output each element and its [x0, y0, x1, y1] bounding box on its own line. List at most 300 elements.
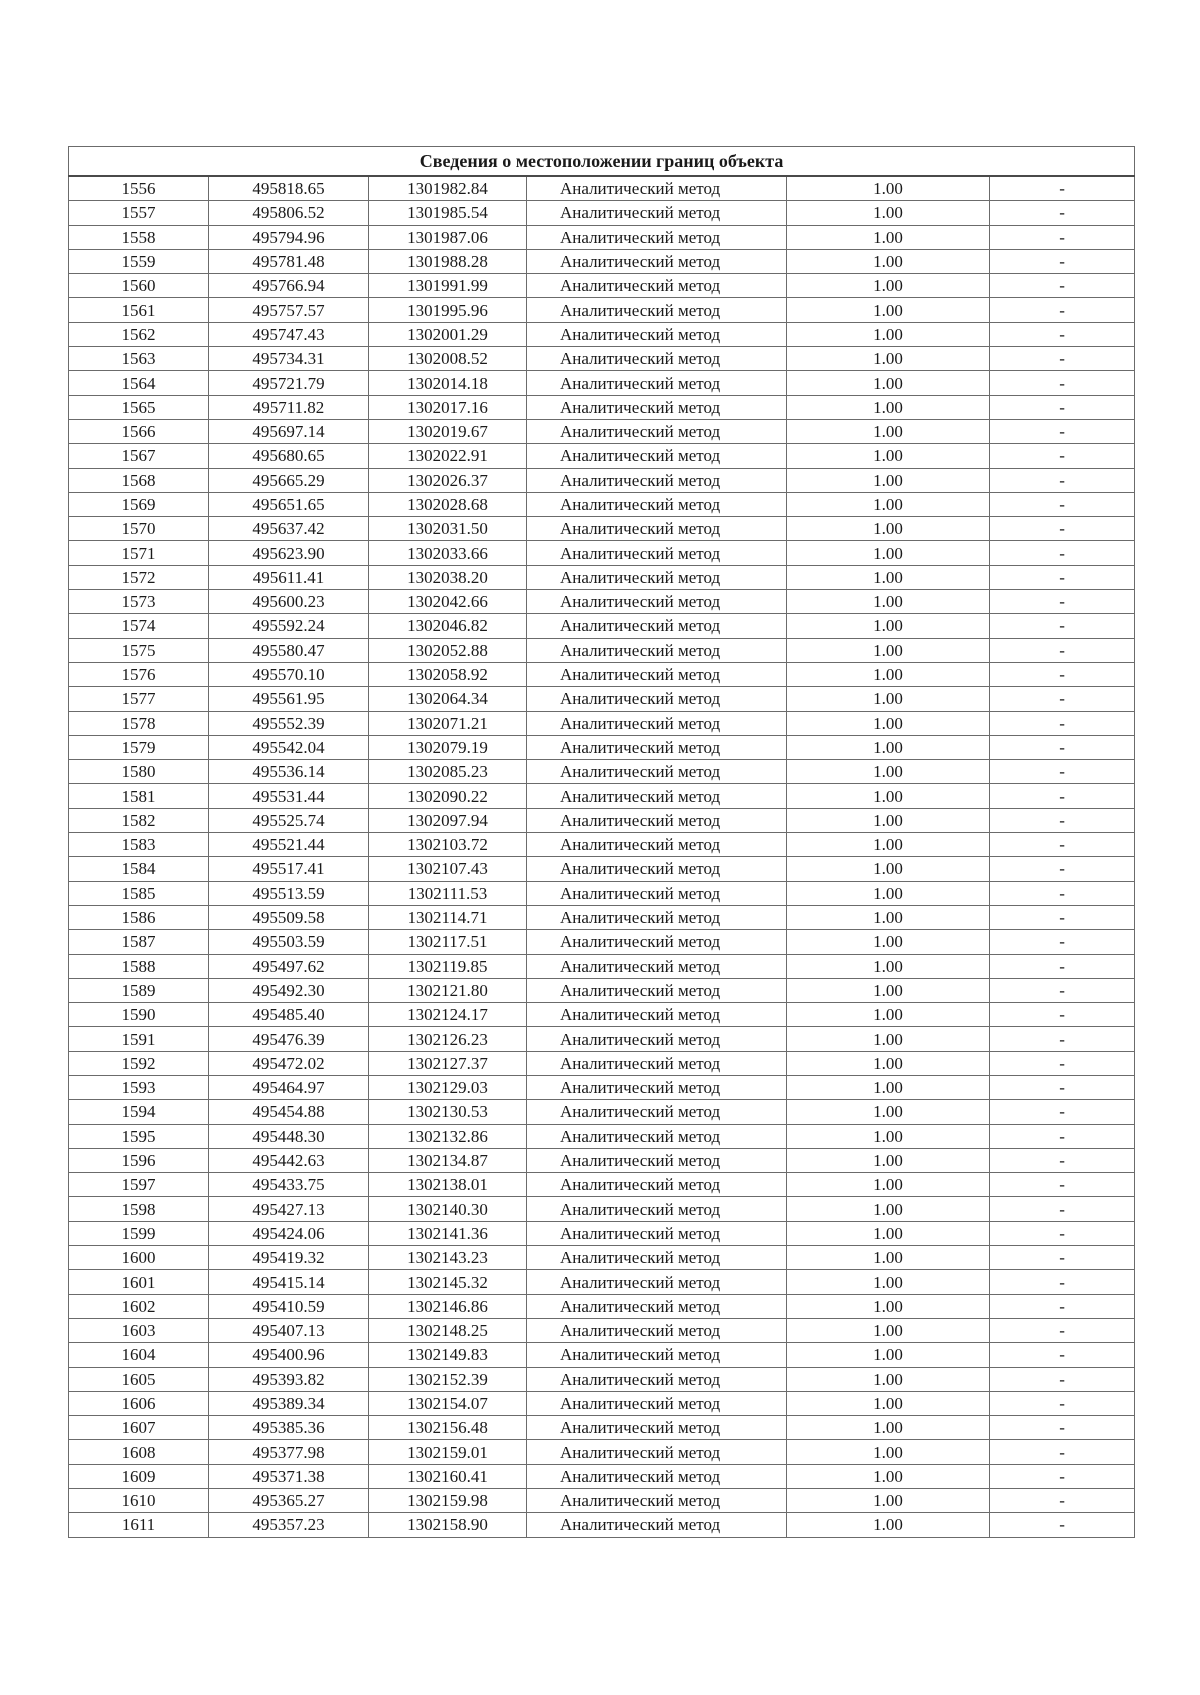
point-number-cell: 1604 — [69, 1343, 209, 1367]
y-coordinate-cell: 1302121.80 — [369, 978, 527, 1002]
x-coordinate-cell: 495711.82 — [209, 395, 369, 419]
method-cell: Аналитический метод — [527, 517, 787, 541]
accuracy-cell: 1.00 — [787, 1075, 990, 1099]
description-cell: - — [990, 857, 1135, 881]
y-coordinate-cell: 1301987.06 — [369, 225, 527, 249]
method-cell: Аналитический метод — [527, 1513, 787, 1537]
accuracy-cell: 1.00 — [787, 662, 990, 686]
table-row — [69, 1173, 1135, 1197]
point-number-cell: 1559 — [69, 249, 209, 273]
x-coordinate-cell: 495389.34 — [209, 1391, 369, 1415]
point-number-cell: 1568 — [69, 468, 209, 492]
x-coordinate-cell: 495415.14 — [209, 1270, 369, 1294]
description-cell: - — [990, 954, 1135, 978]
table-row — [69, 492, 1135, 516]
description-cell: - — [990, 1367, 1135, 1391]
y-coordinate-cell: 1302014.18 — [369, 371, 527, 395]
table-row — [69, 1051, 1135, 1075]
table-row — [69, 274, 1135, 298]
y-coordinate-cell: 1302132.86 — [369, 1124, 527, 1148]
x-coordinate-cell: 495433.75 — [209, 1173, 369, 1197]
description-cell: - — [990, 1416, 1135, 1440]
table-row — [69, 638, 1135, 662]
method-cell: Аналитический метод — [527, 468, 787, 492]
point-number-cell: 1556 — [69, 176, 209, 201]
description-cell: - — [990, 614, 1135, 638]
accuracy-cell: 1.00 — [787, 1294, 990, 1318]
table-row — [69, 662, 1135, 686]
accuracy-cell: 1.00 — [787, 930, 990, 954]
accuracy-cell: 1.00 — [787, 371, 990, 395]
table-row — [69, 687, 1135, 711]
accuracy-cell: 1.00 — [787, 1051, 990, 1075]
description-cell: - — [990, 176, 1135, 201]
table-body — [69, 147, 1135, 1538]
x-coordinate-cell: 495525.74 — [209, 808, 369, 832]
x-coordinate-cell: 495766.94 — [209, 274, 369, 298]
method-cell: Аналитический метод — [527, 371, 787, 395]
x-coordinate-cell: 495781.48 — [209, 249, 369, 273]
x-coordinate-cell: 495721.79 — [209, 371, 369, 395]
accuracy-cell: 1.00 — [787, 954, 990, 978]
table-row — [69, 1148, 1135, 1172]
x-coordinate-cell: 495424.06 — [209, 1221, 369, 1245]
description-cell: - — [990, 1148, 1135, 1172]
x-coordinate-cell: 495427.13 — [209, 1197, 369, 1221]
table-row — [69, 1294, 1135, 1318]
x-coordinate-cell: 495448.30 — [209, 1124, 369, 1148]
table-row — [69, 249, 1135, 273]
x-coordinate-cell: 495637.42 — [209, 517, 369, 541]
description-cell: - — [990, 347, 1135, 371]
accuracy-cell: 1.00 — [787, 1027, 990, 1051]
accuracy-cell: 1.00 — [787, 808, 990, 832]
point-number-cell: 1578 — [69, 711, 209, 735]
accuracy-cell: 1.00 — [787, 1100, 990, 1124]
table-row — [69, 954, 1135, 978]
method-cell: Аналитический метод — [527, 833, 787, 857]
description-cell: - — [990, 1027, 1135, 1051]
boundary-coordinates-table — [68, 146, 1135, 1538]
table-row — [69, 614, 1135, 638]
y-coordinate-cell: 1301991.99 — [369, 274, 527, 298]
point-number-cell: 1586 — [69, 905, 209, 929]
description-cell: - — [990, 978, 1135, 1002]
table-row — [69, 978, 1135, 1002]
accuracy-cell: 1.00 — [787, 298, 990, 322]
x-coordinate-cell: 495680.65 — [209, 444, 369, 468]
description-cell: - — [990, 395, 1135, 419]
y-coordinate-cell: 1302046.82 — [369, 614, 527, 638]
description-cell: - — [990, 1003, 1135, 1027]
point-number-cell: 1595 — [69, 1124, 209, 1148]
point-number-cell: 1581 — [69, 784, 209, 808]
point-number-cell: 1598 — [69, 1197, 209, 1221]
x-coordinate-cell: 495476.39 — [209, 1027, 369, 1051]
y-coordinate-cell: 1302008.52 — [369, 347, 527, 371]
table-row — [69, 590, 1135, 614]
description-cell: - — [990, 638, 1135, 662]
method-cell: Аналитический метод — [527, 1027, 787, 1051]
description-cell: - — [990, 541, 1135, 565]
accuracy-cell: 1.00 — [787, 395, 990, 419]
method-cell: Аналитический метод — [527, 1464, 787, 1488]
method-cell: Аналитический метод — [527, 1221, 787, 1245]
description-cell: - — [990, 760, 1135, 784]
point-number-cell: 1606 — [69, 1391, 209, 1415]
y-coordinate-cell: 1302129.03 — [369, 1075, 527, 1099]
y-coordinate-cell: 1302022.91 — [369, 444, 527, 468]
point-number-cell: 1557 — [69, 201, 209, 225]
y-coordinate-cell: 1302103.72 — [369, 833, 527, 857]
y-coordinate-cell: 1302033.66 — [369, 541, 527, 565]
accuracy-cell: 1.00 — [787, 201, 990, 225]
table-title: Сведения о местоположении границ объекта — [69, 147, 1135, 177]
table-row — [69, 1221, 1135, 1245]
x-coordinate-cell: 495531.44 — [209, 784, 369, 808]
method-cell: Аналитический метод — [527, 1075, 787, 1099]
description-cell: - — [990, 1173, 1135, 1197]
description-cell: - — [990, 881, 1135, 905]
x-coordinate-cell: 495464.97 — [209, 1075, 369, 1099]
method-cell: Аналитический метод — [527, 1318, 787, 1342]
accuracy-cell: 1.00 — [787, 590, 990, 614]
y-coordinate-cell: 1302143.23 — [369, 1246, 527, 1270]
y-coordinate-cell: 1302148.25 — [369, 1318, 527, 1342]
method-cell: Аналитический метод — [527, 395, 787, 419]
table-row — [69, 881, 1135, 905]
accuracy-cell: 1.00 — [787, 1270, 990, 1294]
description-cell: - — [990, 808, 1135, 832]
method-cell: Аналитический метод — [527, 249, 787, 273]
description-cell: - — [990, 905, 1135, 929]
description-cell: - — [990, 735, 1135, 759]
y-coordinate-cell: 1302079.19 — [369, 735, 527, 759]
point-number-cell: 1601 — [69, 1270, 209, 1294]
table-row — [69, 784, 1135, 808]
point-number-cell: 1569 — [69, 492, 209, 516]
method-cell: Аналитический метод — [527, 1173, 787, 1197]
method-cell: Аналитический метод — [527, 662, 787, 686]
method-cell: Аналитический метод — [527, 565, 787, 589]
y-coordinate-cell: 1302019.67 — [369, 419, 527, 443]
accuracy-cell: 1.00 — [787, 784, 990, 808]
accuracy-cell: 1.00 — [787, 1173, 990, 1197]
accuracy-cell: 1.00 — [787, 1221, 990, 1245]
accuracy-cell: 1.00 — [787, 1489, 990, 1513]
table-row — [69, 419, 1135, 443]
accuracy-cell: 1.00 — [787, 735, 990, 759]
x-coordinate-cell: 495552.39 — [209, 711, 369, 735]
point-number-cell: 1600 — [69, 1246, 209, 1270]
accuracy-cell: 1.00 — [787, 1003, 990, 1027]
y-coordinate-cell: 1302138.01 — [369, 1173, 527, 1197]
table-row — [69, 1075, 1135, 1099]
table-row — [69, 1367, 1135, 1391]
description-cell: - — [990, 1440, 1135, 1464]
method-cell: Аналитический метод — [527, 444, 787, 468]
point-number-cell: 1576 — [69, 662, 209, 686]
point-number-cell: 1599 — [69, 1221, 209, 1245]
point-number-cell: 1585 — [69, 881, 209, 905]
x-coordinate-cell: 495600.23 — [209, 590, 369, 614]
description-cell: - — [990, 492, 1135, 516]
table-row — [69, 517, 1135, 541]
x-coordinate-cell: 495371.38 — [209, 1464, 369, 1488]
accuracy-cell: 1.00 — [787, 565, 990, 589]
x-coordinate-cell: 495377.98 — [209, 1440, 369, 1464]
point-number-cell: 1580 — [69, 760, 209, 784]
accuracy-cell: 1.00 — [787, 1464, 990, 1488]
x-coordinate-cell: 495542.04 — [209, 735, 369, 759]
accuracy-cell: 1.00 — [787, 1440, 990, 1464]
description-cell: - — [990, 1391, 1135, 1415]
method-cell: Аналитический метод — [527, 274, 787, 298]
method-cell: Аналитический метод — [527, 638, 787, 662]
x-coordinate-cell: 495419.32 — [209, 1246, 369, 1270]
x-coordinate-cell: 495410.59 — [209, 1294, 369, 1318]
method-cell: Аналитический метод — [527, 1124, 787, 1148]
method-cell: Аналитический метод — [527, 954, 787, 978]
description-cell: - — [990, 590, 1135, 614]
accuracy-cell: 1.00 — [787, 1246, 990, 1270]
method-cell: Аналитический метод — [527, 808, 787, 832]
table-row — [69, 1003, 1135, 1027]
table-row — [69, 565, 1135, 589]
point-number-cell: 1607 — [69, 1416, 209, 1440]
y-coordinate-cell: 1301995.96 — [369, 298, 527, 322]
method-cell: Аналитический метод — [527, 1197, 787, 1221]
point-number-cell: 1608 — [69, 1440, 209, 1464]
table-row — [69, 1513, 1135, 1537]
point-number-cell: 1567 — [69, 444, 209, 468]
point-number-cell: 1563 — [69, 347, 209, 371]
x-coordinate-cell: 495734.31 — [209, 347, 369, 371]
table-row — [69, 1100, 1135, 1124]
description-cell: - — [990, 1100, 1135, 1124]
y-coordinate-cell: 1302064.34 — [369, 687, 527, 711]
description-cell: - — [990, 1075, 1135, 1099]
description-cell: - — [990, 662, 1135, 686]
method-cell: Аналитический метод — [527, 735, 787, 759]
accuracy-cell: 1.00 — [787, 905, 990, 929]
point-number-cell: 1592 — [69, 1051, 209, 1075]
table-row — [69, 322, 1135, 346]
point-number-cell: 1611 — [69, 1513, 209, 1537]
point-number-cell: 1565 — [69, 395, 209, 419]
accuracy-cell: 1.00 — [787, 1197, 990, 1221]
y-coordinate-cell: 1302154.07 — [369, 1391, 527, 1415]
x-coordinate-cell: 495651.65 — [209, 492, 369, 516]
y-coordinate-cell: 1302107.43 — [369, 857, 527, 881]
x-coordinate-cell: 495561.95 — [209, 687, 369, 711]
method-cell: Аналитический метод — [527, 225, 787, 249]
y-coordinate-cell: 1302097.94 — [369, 808, 527, 832]
table-row — [69, 468, 1135, 492]
method-cell: Аналитический метод — [527, 1294, 787, 1318]
method-cell: Аналитический метод — [527, 1051, 787, 1075]
description-cell: - — [990, 784, 1135, 808]
x-coordinate-cell: 495503.59 — [209, 930, 369, 954]
x-coordinate-cell: 495357.23 — [209, 1513, 369, 1537]
accuracy-cell: 1.00 — [787, 492, 990, 516]
method-cell: Аналитический метод — [527, 201, 787, 225]
y-coordinate-cell: 1302152.39 — [369, 1367, 527, 1391]
accuracy-cell: 1.00 — [787, 468, 990, 492]
x-coordinate-cell: 495623.90 — [209, 541, 369, 565]
x-coordinate-cell: 495442.63 — [209, 1148, 369, 1172]
table-row — [69, 395, 1135, 419]
accuracy-cell: 1.00 — [787, 978, 990, 1002]
method-cell: Аналитический метод — [527, 347, 787, 371]
y-coordinate-cell: 1302090.22 — [369, 784, 527, 808]
x-coordinate-cell: 495513.59 — [209, 881, 369, 905]
x-coordinate-cell: 495536.14 — [209, 760, 369, 784]
table-row — [69, 1464, 1135, 1488]
table-row — [69, 711, 1135, 735]
method-cell: Аналитический метод — [527, 881, 787, 905]
y-coordinate-cell: 1302149.83 — [369, 1343, 527, 1367]
x-coordinate-cell: 495497.62 — [209, 954, 369, 978]
description-cell: - — [990, 711, 1135, 735]
y-coordinate-cell: 1302127.37 — [369, 1051, 527, 1075]
x-coordinate-cell: 495485.40 — [209, 1003, 369, 1027]
method-cell: Аналитический метод — [527, 492, 787, 516]
description-cell: - — [990, 1270, 1135, 1294]
description-cell: - — [990, 468, 1135, 492]
x-coordinate-cell: 495509.58 — [209, 905, 369, 929]
method-cell: Аналитический метод — [527, 1100, 787, 1124]
point-number-cell: 1582 — [69, 808, 209, 832]
x-coordinate-cell: 495570.10 — [209, 662, 369, 686]
table-title-row — [69, 147, 1135, 177]
y-coordinate-cell: 1302117.51 — [369, 930, 527, 954]
y-coordinate-cell: 1301988.28 — [369, 249, 527, 273]
description-cell: - — [990, 1513, 1135, 1537]
description-cell: - — [990, 1318, 1135, 1342]
x-coordinate-cell: 495697.14 — [209, 419, 369, 443]
method-cell: Аналитический метод — [527, 760, 787, 784]
x-coordinate-cell: 495400.96 — [209, 1343, 369, 1367]
table-row — [69, 760, 1135, 784]
description-cell: - — [990, 225, 1135, 249]
accuracy-cell: 1.00 — [787, 1367, 990, 1391]
y-coordinate-cell: 1302028.68 — [369, 492, 527, 516]
point-number-cell: 1588 — [69, 954, 209, 978]
y-coordinate-cell: 1302042.66 — [369, 590, 527, 614]
table-row — [69, 857, 1135, 881]
y-coordinate-cell: 1302026.37 — [369, 468, 527, 492]
accuracy-cell: 1.00 — [787, 614, 990, 638]
y-coordinate-cell: 1302158.90 — [369, 1513, 527, 1537]
x-coordinate-cell: 495385.36 — [209, 1416, 369, 1440]
x-coordinate-cell: 495454.88 — [209, 1100, 369, 1124]
point-number-cell: 1575 — [69, 638, 209, 662]
x-coordinate-cell: 495747.43 — [209, 322, 369, 346]
table-row — [69, 1124, 1135, 1148]
point-number-cell: 1609 — [69, 1464, 209, 1488]
accuracy-cell: 1.00 — [787, 881, 990, 905]
y-coordinate-cell: 1302146.86 — [369, 1294, 527, 1318]
accuracy-cell: 1.00 — [787, 274, 990, 298]
point-number-cell: 1594 — [69, 1100, 209, 1124]
x-coordinate-cell: 495757.57 — [209, 298, 369, 322]
table-row — [69, 541, 1135, 565]
table-row — [69, 930, 1135, 954]
table-row — [69, 1318, 1135, 1342]
point-number-cell: 1589 — [69, 978, 209, 1002]
method-cell: Аналитический метод — [527, 590, 787, 614]
accuracy-cell: 1.00 — [787, 517, 990, 541]
point-number-cell: 1593 — [69, 1075, 209, 1099]
method-cell: Аналитический метод — [527, 541, 787, 565]
description-cell: - — [990, 1221, 1135, 1245]
y-coordinate-cell: 1302119.85 — [369, 954, 527, 978]
y-coordinate-cell: 1302159.01 — [369, 1440, 527, 1464]
method-cell: Аналитический метод — [527, 711, 787, 735]
x-coordinate-cell: 495521.44 — [209, 833, 369, 857]
x-coordinate-cell: 495806.52 — [209, 201, 369, 225]
point-number-cell: 1561 — [69, 298, 209, 322]
accuracy-cell: 1.00 — [787, 833, 990, 857]
accuracy-cell: 1.00 — [787, 1416, 990, 1440]
x-coordinate-cell: 495794.96 — [209, 225, 369, 249]
description-cell: - — [990, 1343, 1135, 1367]
y-coordinate-cell: 1302134.87 — [369, 1148, 527, 1172]
table-row — [69, 735, 1135, 759]
x-coordinate-cell: 495611.41 — [209, 565, 369, 589]
point-number-cell: 1584 — [69, 857, 209, 881]
table-row — [69, 1416, 1135, 1440]
accuracy-cell: 1.00 — [787, 176, 990, 201]
accuracy-cell: 1.00 — [787, 857, 990, 881]
description-cell: - — [990, 1489, 1135, 1513]
accuracy-cell: 1.00 — [787, 760, 990, 784]
point-number-cell: 1560 — [69, 274, 209, 298]
x-coordinate-cell: 495492.30 — [209, 978, 369, 1002]
description-cell: - — [990, 274, 1135, 298]
table-row — [69, 1270, 1135, 1294]
point-number-cell: 1573 — [69, 590, 209, 614]
method-cell: Аналитический метод — [527, 1246, 787, 1270]
method-cell: Аналитический метод — [527, 1367, 787, 1391]
method-cell: Аналитический метод — [527, 978, 787, 1002]
method-cell: Аналитический метод — [527, 176, 787, 201]
description-cell: - — [990, 1294, 1135, 1318]
method-cell: Аналитический метод — [527, 857, 787, 881]
table-row — [69, 905, 1135, 929]
accuracy-cell: 1.00 — [787, 444, 990, 468]
description-cell: - — [990, 444, 1135, 468]
description-cell: - — [990, 687, 1135, 711]
method-cell: Аналитический метод — [527, 1391, 787, 1415]
y-coordinate-cell: 1302111.53 — [369, 881, 527, 905]
point-number-cell: 1570 — [69, 517, 209, 541]
table-row — [69, 1440, 1135, 1464]
y-coordinate-cell: 1302124.17 — [369, 1003, 527, 1027]
point-number-cell: 1602 — [69, 1294, 209, 1318]
description-cell: - — [990, 1051, 1135, 1075]
point-number-cell: 1610 — [69, 1489, 209, 1513]
accuracy-cell: 1.00 — [787, 1318, 990, 1342]
y-coordinate-cell: 1302160.41 — [369, 1464, 527, 1488]
x-coordinate-cell: 495393.82 — [209, 1367, 369, 1391]
x-coordinate-cell: 495517.41 — [209, 857, 369, 881]
x-coordinate-cell: 495407.13 — [209, 1318, 369, 1342]
y-coordinate-cell: 1302085.23 — [369, 760, 527, 784]
y-coordinate-cell: 1302114.71 — [369, 905, 527, 929]
method-cell: Аналитический метод — [527, 1416, 787, 1440]
